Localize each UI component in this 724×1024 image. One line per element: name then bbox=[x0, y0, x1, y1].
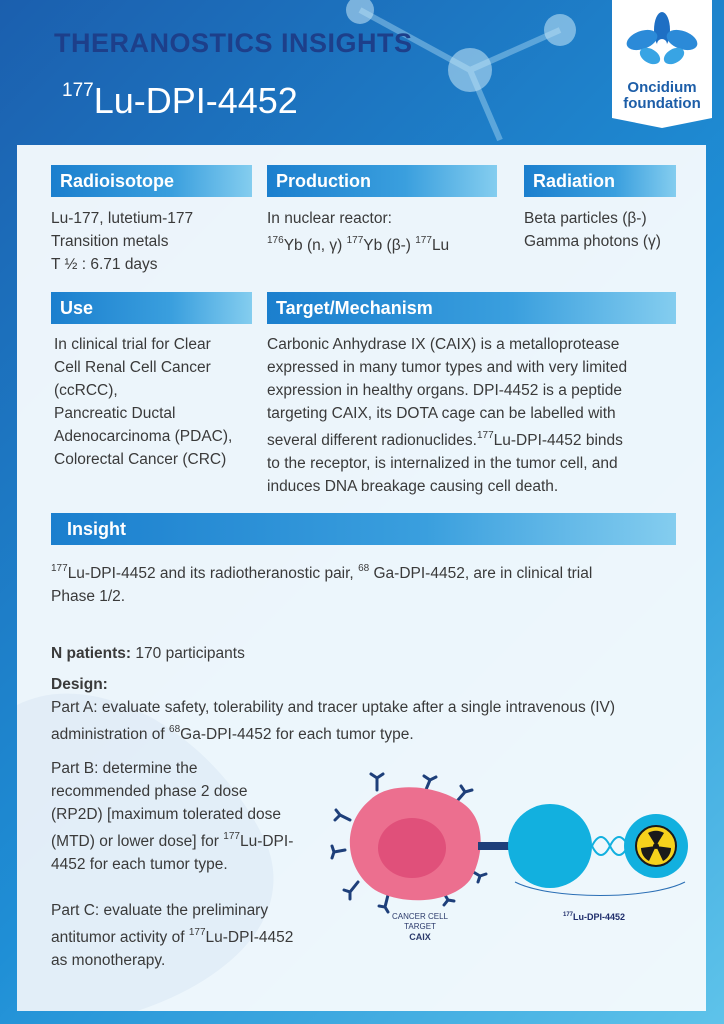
radiation-line: Gamma photons (γ) bbox=[524, 233, 661, 250]
design-part: (MTD) or lower dose] for bbox=[51, 833, 224, 851]
isotope-sup: 177 bbox=[476, 430, 494, 441]
use-line: (ccRCC), bbox=[54, 382, 118, 399]
insight-heading: Insight bbox=[51, 513, 676, 545]
reaction-part: Yb (β-) bbox=[363, 237, 416, 255]
drug-name: Lu-DPI-4452 bbox=[573, 912, 626, 922]
radiation-line: Beta particles (β-) bbox=[524, 210, 647, 227]
radiation-text bbox=[524, 207, 661, 253]
patients-label: N patients: bbox=[51, 645, 132, 662]
compound-mass-number: 177 bbox=[62, 80, 94, 101]
design-part: Ga-DPI-4452 for each tumor type. bbox=[180, 726, 414, 744]
design-part-b-line: recommended phase 2 dose bbox=[51, 783, 248, 800]
use-line: Colorectal Cancer (CRC) bbox=[54, 451, 227, 468]
design-part-b-line: 4452 for each tumor type. bbox=[51, 856, 228, 874]
isotope-sup: 177 bbox=[563, 912, 574, 918]
insight-text bbox=[51, 558, 592, 608]
radioisotope-line: Lu-177, lutetium-177 bbox=[51, 210, 194, 227]
target-heading: Target/Mechanism bbox=[267, 292, 676, 324]
target-line: targeting CAIX, its DOTA cage can be labelled with bbox=[267, 405, 616, 422]
reaction-part: Lu bbox=[431, 237, 450, 255]
design-part-a-line bbox=[51, 719, 691, 746]
peptide-sphere bbox=[508, 804, 592, 888]
cancer-cell-label bbox=[390, 912, 450, 942]
insight-line: Phase 1/2. bbox=[51, 588, 126, 606]
isotope-sup: 68 bbox=[358, 563, 370, 574]
isotope-sup: 177 bbox=[51, 563, 68, 574]
design-part-b-line bbox=[51, 826, 293, 853]
cell-label-line: TARGET bbox=[404, 922, 436, 931]
target-text bbox=[267, 333, 627, 498]
design-part: Lu-DPI- bbox=[239, 833, 294, 851]
cell-label-line: CANCER CELL bbox=[391, 912, 448, 921]
design-part: Lu-DPI-4452 bbox=[205, 929, 294, 947]
design-part-b bbox=[51, 757, 293, 876]
compound-title bbox=[62, 80, 298, 122]
reaction-part: Yb (n, γ) bbox=[283, 237, 347, 255]
use-line: Adenocarcinoma (PDAC), bbox=[54, 428, 233, 445]
radioisotope-line: T ½ : 6.71 days bbox=[51, 256, 158, 273]
patients-text bbox=[51, 642, 245, 665]
target-line: to the receptor, is internalized in the tumor cell, and bbox=[267, 455, 618, 473]
isotope-sup: 177 bbox=[188, 927, 206, 938]
target-part: Lu-DPI-4452 binds bbox=[493, 432, 623, 450]
mechanism-diagram bbox=[330, 770, 700, 920]
page-title: THERANOSTICS INSIGHTS bbox=[54, 28, 413, 58]
radioisotope-text bbox=[51, 207, 193, 276]
logo-line-1: Oncidium bbox=[627, 79, 697, 96]
isotope-sup: 176 bbox=[267, 235, 284, 246]
production-text bbox=[267, 207, 449, 257]
cell-label-line: CAIX bbox=[409, 932, 431, 942]
design-part-c bbox=[51, 899, 293, 972]
cell-nucleus bbox=[378, 818, 446, 878]
insight-line bbox=[51, 558, 592, 585]
use-heading: Use bbox=[51, 292, 252, 324]
design-part-c-line: as monotherapy. bbox=[51, 952, 166, 970]
patients-value: 170 participants bbox=[131, 645, 245, 662]
target-line: Carbonic Anhydrase IX (CAIX) is a metalloprotease bbox=[267, 336, 620, 353]
use-text bbox=[54, 333, 232, 471]
isotope-sup: 177 bbox=[415, 235, 432, 246]
design-part-c-line: Part C: evaluate the preliminary bbox=[51, 902, 269, 919]
target-line: expressed in many tumor types and with very limited bbox=[267, 359, 628, 376]
logo-line-2: foundation bbox=[623, 95, 701, 112]
insight-part: Lu-DPI-4452 and its radiotheranostic pair, bbox=[67, 565, 359, 583]
use-line: Pancreatic Ductal bbox=[54, 405, 176, 422]
design-part: administration of bbox=[51, 726, 170, 744]
logo-text bbox=[612, 80, 712, 112]
isotope-sup: 177 bbox=[223, 831, 240, 842]
target-line: induces DNA breakage causing cell death. bbox=[267, 478, 559, 496]
radioisotope-heading: Radioisotope bbox=[51, 165, 252, 197]
target-line: expression in healthy organs. DPI-4452 is a peptide bbox=[267, 382, 622, 399]
design-part-c-line bbox=[51, 922, 293, 949]
radioisotope-line: Transition metals bbox=[51, 233, 169, 250]
radiation-heading: Radiation bbox=[524, 165, 676, 197]
design-part-b-line: (RP2D) [maximum tolerated dose bbox=[51, 806, 281, 823]
insight-part: Ga-DPI-4452, are in clinical trial bbox=[369, 565, 593, 583]
production-reaction bbox=[267, 230, 449, 257]
production-heading: Production bbox=[267, 165, 497, 197]
design-part-b-line: Part B: determine the bbox=[51, 760, 198, 777]
design-part-a-line: Part A: evaluate safety, tolerability and tracer uptake after a single intravenous (IV) bbox=[51, 699, 616, 716]
design-text bbox=[51, 673, 691, 746]
isotope-sup: 177 bbox=[346, 235, 364, 246]
design-label: Design: bbox=[51, 676, 108, 693]
use-line: Cell Renal Cell Cancer bbox=[54, 359, 211, 376]
target-part: several different radionuclides. bbox=[267, 432, 477, 450]
production-line: In nuclear reactor: bbox=[267, 210, 392, 227]
use-line: In clinical trial for Clear bbox=[54, 336, 211, 353]
compound-name: Lu-DPI-4452 bbox=[93, 80, 298, 121]
design-part: antitumor activity of bbox=[51, 929, 189, 947]
caix-receptor bbox=[478, 842, 512, 850]
target-line bbox=[267, 425, 627, 452]
isotope-sup: 68 bbox=[169, 724, 181, 735]
drug-label bbox=[563, 912, 625, 922]
